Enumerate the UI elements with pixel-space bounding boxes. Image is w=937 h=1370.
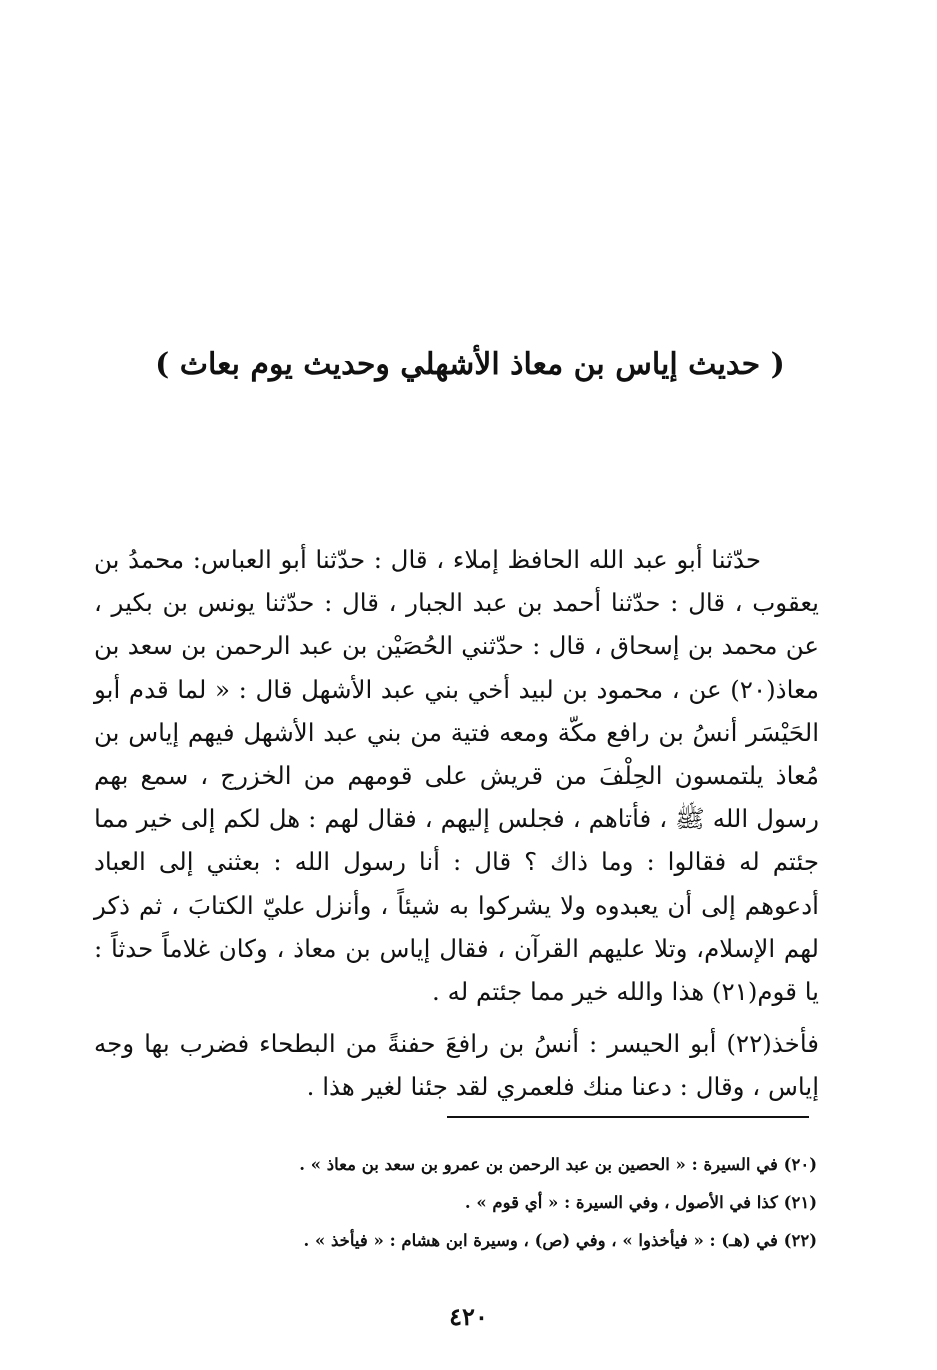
page-number: ٤٢٠ — [449, 1302, 488, 1331]
footnote-20: (٢٠) في السيرة : « الحصين بن عبد الرحمن بن عمرو بن سعد بن معاذ » . — [299, 1155, 817, 1174]
footnote-separator — [447, 1116, 809, 1118]
footnote-21: (٢١) كذا في الأصول ، وفي السيرة : « أي قوم » . — [464, 1193, 817, 1212]
footnote-22: (٢٢) في (هـ) : « فيأخذوا » ، وفي (ص) ، وسيرة ابن هشام : « فيأخذ » . — [303, 1231, 817, 1250]
main-text — [94, 538, 819, 1109]
paragraph-1: حدّثنا أبو عبد الله الحافظ إملاء ، قال : حدّثنا أبو العباس: محمدُ بن يعقوب ، قال : حدّثنا أحمد بن عبد الجبار ، قال : حدّثنا يونس بن بكير ، عن محمد بن إسحاق ، قال : حدّثني الحُصَيْن بن عبد الرحمن بن سعد بن معاذ(٢٠) عن ، محمود بن لبيد أخي بني عبد الأشهل قال : « لما قدم أبو الحَيْسَر أنسُ بن رافع مكّة ومعه فتية من بني عبد الأشهل فيهم إياس بن مُعاذ يلتمسون الحِلْفَ من قريش على قومهم من الخزرج ، سمع بهم رسول الله ﷺ ، فأتاهم ، فجلس إليهم ، فقال لهم : هل لكم إلى خير مما جئتم له فقالوا : وما ذاك ؟ قال : أنا رسول الله : بعثني إلى العباد أدعوهم إلى أن يعبدوه ولا يشركوا به شيئاً ، وأنزل عليّ الكتابَ ، ثم ذكر لهم الإسلام، وتلا عليهم القرآن ، فقال إياس بن معاذ ، وكان غلاماً حدثاً : يا قوم(٢١) هذا والله خير مما جئتم له . — [94, 545, 820, 1007]
footnotes — [97, 1146, 817, 1260]
chapter-title: ( حديث إياس بن معاذ الأشهلي وحديث يوم بعاث ) — [155, 347, 785, 382]
paragraph-2: فأخذ(٢٢) أبو الحيسر : أنسُ بن رافعَ حفنةً من البطحاء فضرب بها وجه إياس ، وقال : دعنا منك فلعمري لقد جئنا لغير هذا . — [94, 1029, 819, 1102]
